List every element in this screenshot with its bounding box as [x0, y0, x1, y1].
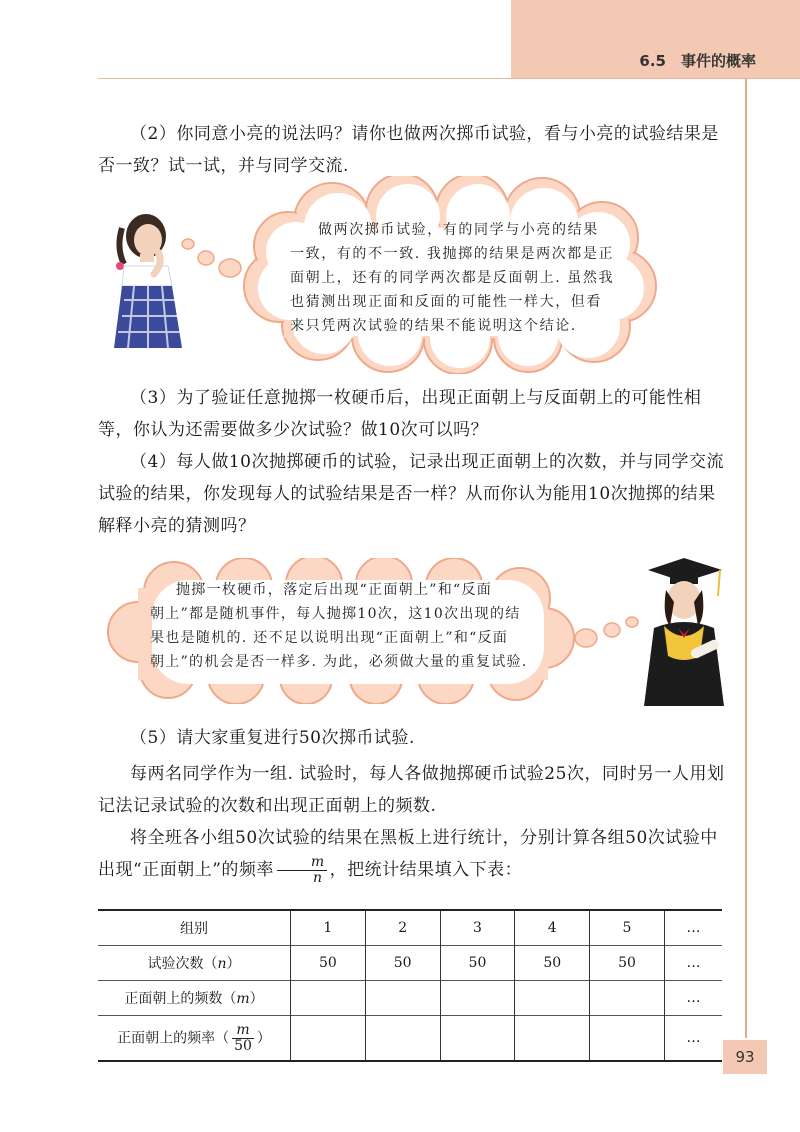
cloud-1-line: 面朝上，还有的同学两次都是反面朝上. 虽然我: [290, 270, 615, 286]
table-cell: 1: [291, 910, 366, 946]
paragraph-question-2: （2）你同意小亮的说法吗？请你也做两次掷币试验，看与小亮的试验结果是否一致？试一试，并与同学交流.: [98, 124, 719, 176]
table-cell: 50: [515, 946, 590, 981]
table-cell: [515, 981, 590, 1016]
table-cell: [440, 1016, 515, 1062]
statistics-text-end: ，把统计结果填入下表：: [329, 860, 523, 880]
table-row-header: [98, 910, 722, 946]
table-cell: …: [664, 910, 722, 946]
frequency-table: [98, 909, 722, 1062]
cloud-2-line: 抛掷一枚硬币，落定后出现“正面朝上”和“反面: [176, 582, 493, 598]
table-cell: [515, 1016, 590, 1062]
table-cell: [98, 946, 291, 981]
table-cell: 50: [590, 946, 665, 981]
table-cell: 50: [440, 946, 515, 981]
table-row-rate: [98, 1016, 722, 1062]
row-variable: m: [236, 991, 250, 1007]
table-cell: [98, 981, 291, 1016]
table-cell: [440, 981, 515, 1016]
header-divider: [98, 78, 800, 79]
fraction-numerator: m: [277, 855, 327, 871]
thought-bubble-dots-2: [572, 608, 642, 658]
cloud-1-text: [290, 218, 650, 338]
row-label-close: ）: [256, 1030, 271, 1046]
table-cell: 50: [365, 946, 440, 981]
table-cell: 2: [365, 910, 440, 946]
table-cell: …: [664, 981, 722, 1016]
statistics-text: 将全班各小组50次试验的结果在黑板上进行统计，分别计算各组50次试验中出现“正面朝上”的频率: [98, 828, 718, 880]
row-variable: n: [217, 956, 227, 972]
paragraph-question-4: （4）每人做10次抛掷硬币的试验，记录出现正面朝上的次数，并与同学交流试验的结果，你发现每人的试验结果是否一样？从而你认为能用10次抛掷的结果解释小亮的猜测吗？: [98, 452, 724, 536]
paragraph-grouping: 每两名同学作为一组. 试验时，每人各做抛掷硬币试验25次，同时另一人用划记法记录试验的次数和出现正面朝上的频数.: [98, 764, 725, 816]
section-title: 6.5 事件的概率: [639, 52, 756, 70]
cloud-1-line: 做两次掷币试验，有的同学与小亮的结果: [318, 222, 599, 238]
side-rule: [745, 78, 747, 1038]
table-row-frequency: [98, 981, 722, 1016]
row-label: 试验次数（: [147, 956, 218, 972]
table-cell: [590, 1016, 665, 1062]
table-cell: …: [664, 946, 722, 981]
table-cell: 组别: [98, 910, 291, 946]
fraction-denominator: 50: [234, 1037, 252, 1054]
table-cell: 5: [590, 910, 665, 946]
table-cell: [98, 1016, 291, 1062]
cloud-1-line: 也猜测出现正面和反面的可能性一样大，但看: [290, 294, 602, 310]
fraction-m-over-n: [277, 855, 327, 886]
table-cell: [291, 981, 366, 1016]
paragraph-question-5: （5）请大家重复进行50次掷币试验.: [130, 728, 415, 748]
table-cell: 3: [440, 910, 515, 946]
row-label-close: ）: [226, 956, 241, 972]
cloud-2-line: 朝上”的机会是否一样多. 为此，必须做大量的重复试验.: [150, 654, 528, 670]
page-number: 93: [723, 1040, 767, 1074]
fraction-denominator: n: [313, 870, 323, 886]
table-cell: [590, 981, 665, 1016]
girl-thinking-illustration: [110, 208, 190, 353]
cloud-2-line: 果也是随机的. 还不足以说明出现“正面朝上”和“反面: [150, 630, 509, 646]
paragraph-statistics: [98, 822, 728, 886]
table-cell: …: [664, 1016, 722, 1062]
row-label-close: ）: [249, 991, 264, 1007]
paragraph-question-3: （3）为了验证任意抛掷一枚硬币后，出现正面朝上与反面朝上的可能性相等，你认为还需要做多少次试验？做10次可以吗？: [98, 388, 702, 440]
fraction-m-over-50: [232, 1023, 254, 1054]
table-cell: [365, 981, 440, 1016]
table-cell: 4: [515, 910, 590, 946]
fraction-numerator: m: [232, 1023, 254, 1039]
row-label: 正面朝上的频数（: [124, 991, 237, 1007]
graduate-girl-illustration: [640, 556, 730, 706]
cloud-2-text: [150, 578, 570, 674]
table-cell: 50: [291, 946, 366, 981]
table-cell: [365, 1016, 440, 1062]
cloud-2-line: 朝上”都是随机事件，每人抛掷10次，这10次出现的结: [150, 606, 521, 622]
row-label: 正面朝上的频率（: [117, 1030, 230, 1046]
cloud-1-line: 一致，有的不一致. 我抛掷的结果是两次都是正: [290, 246, 615, 262]
table-cell: [291, 1016, 366, 1062]
cloud-1-line: 来只凭两次试验的结果不能说明这个结论.: [290, 318, 577, 334]
table-row-trials: [98, 946, 722, 981]
